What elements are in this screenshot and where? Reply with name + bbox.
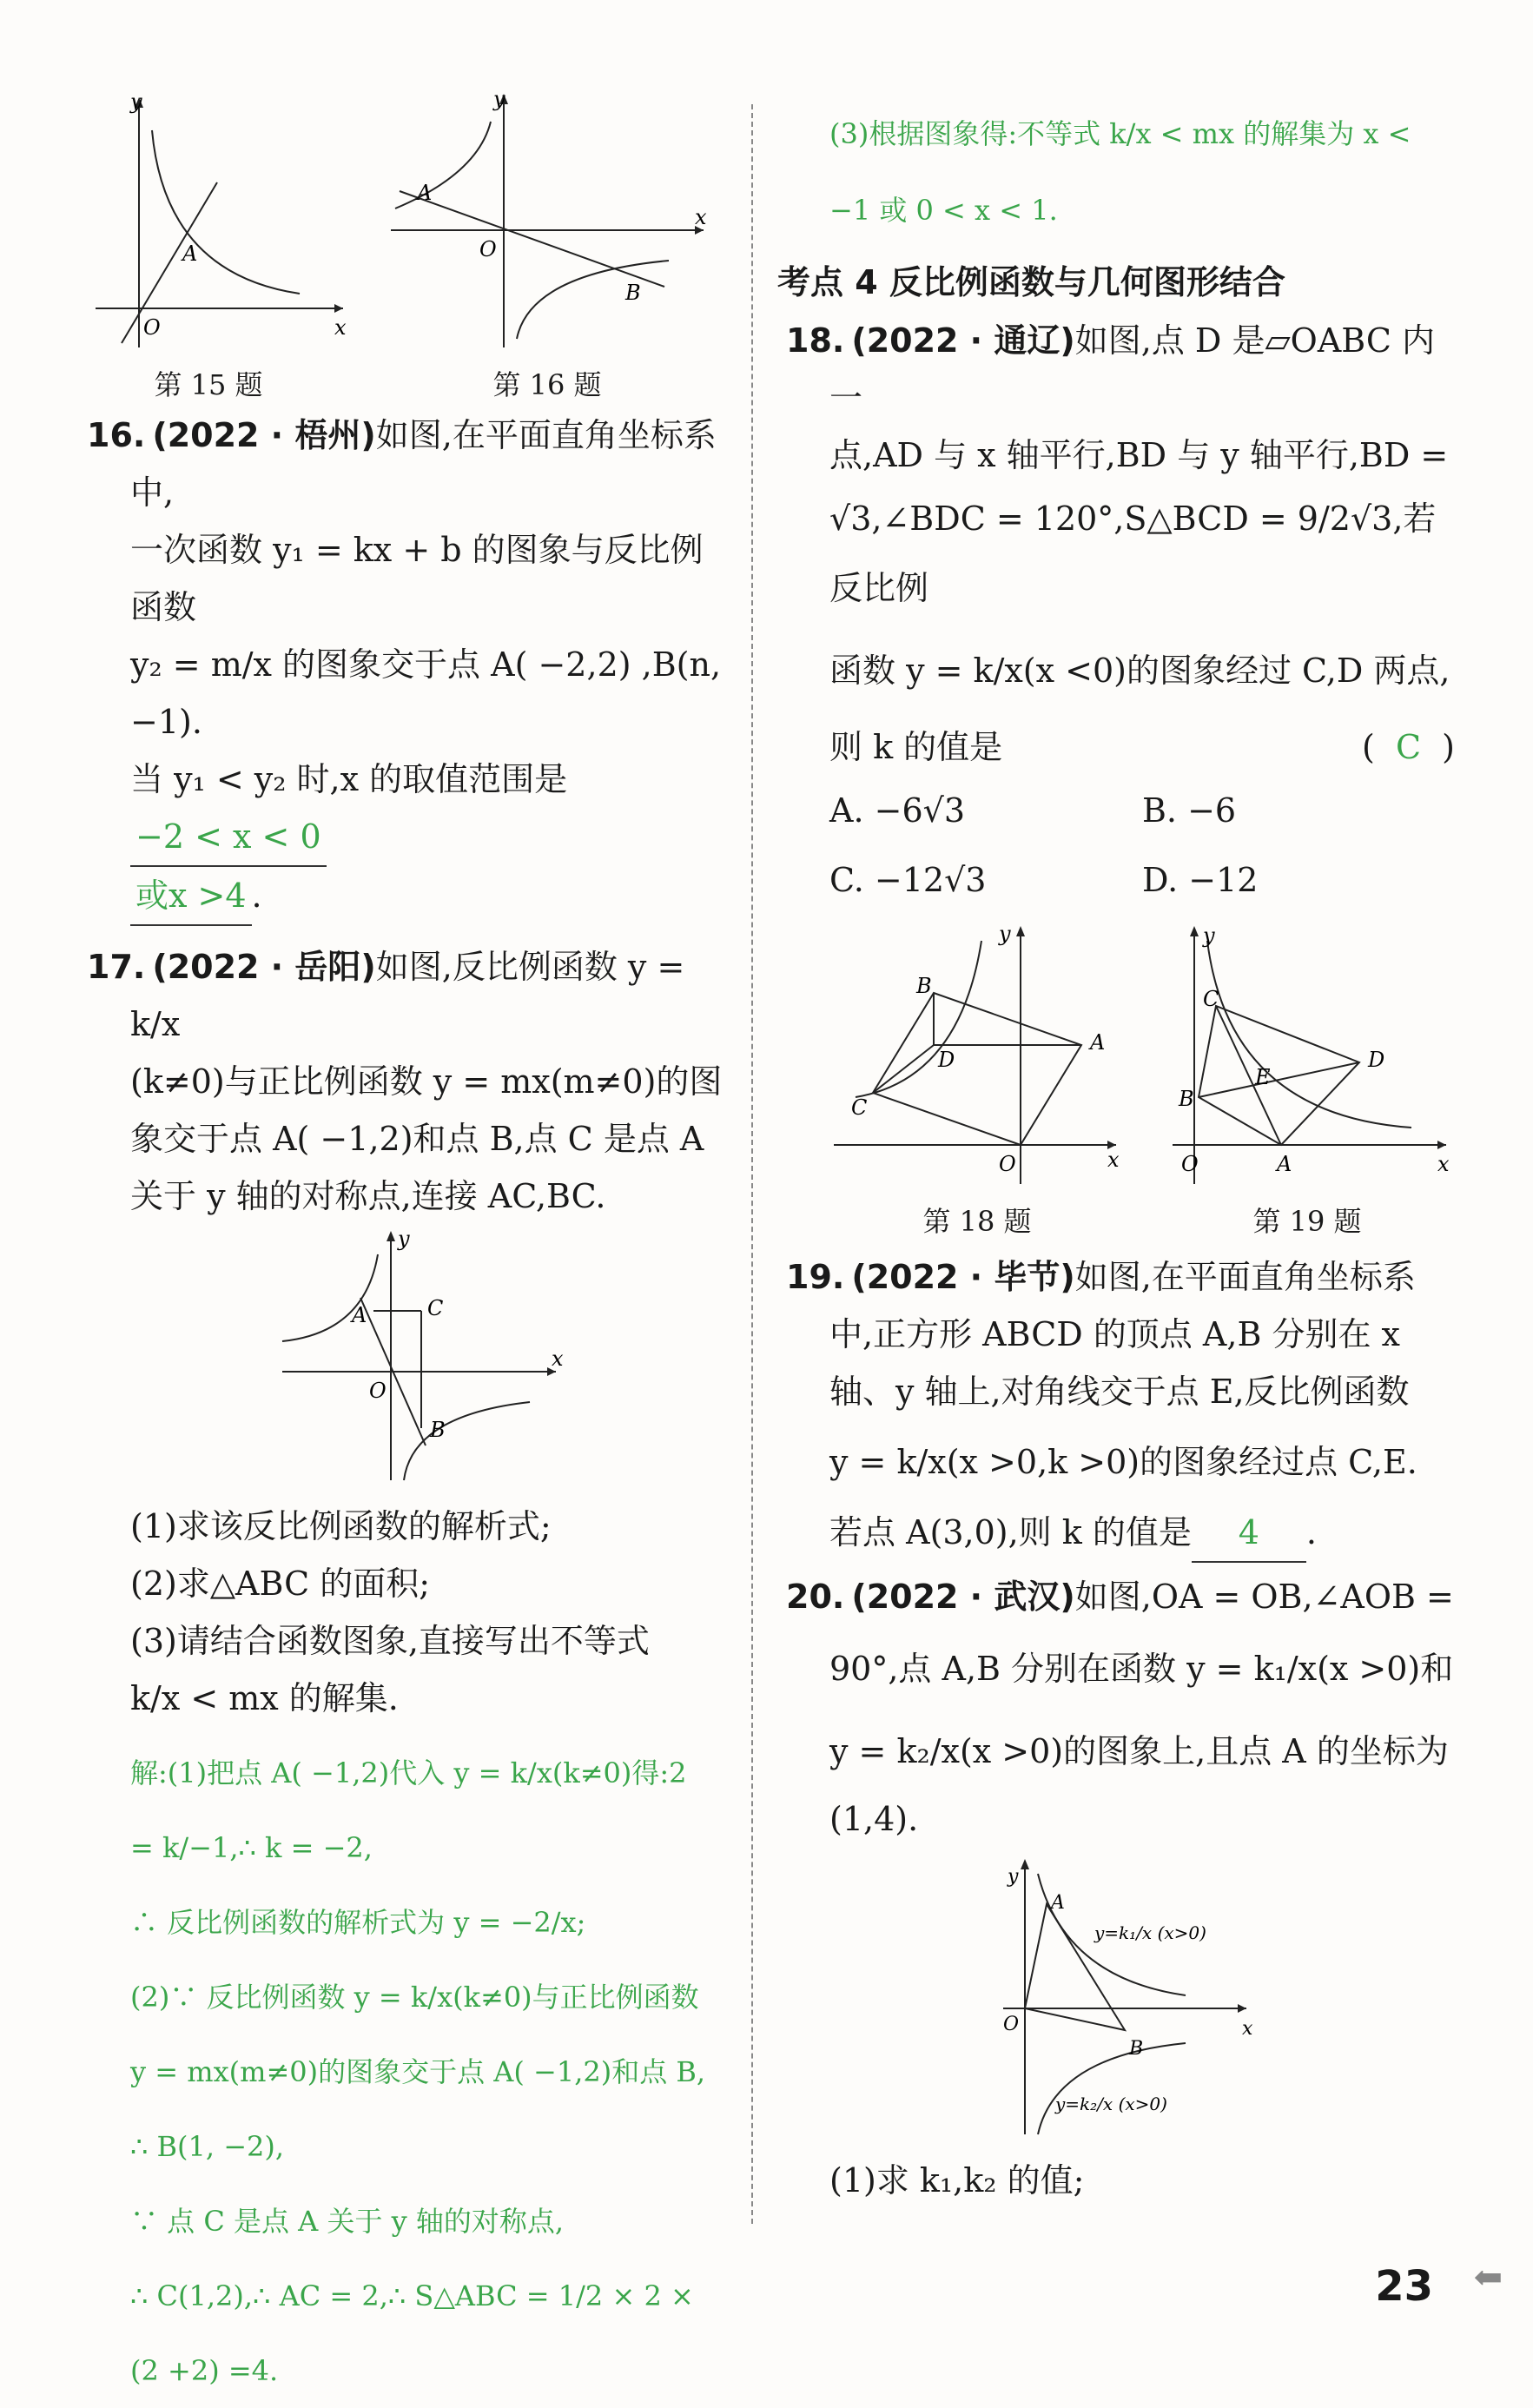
svg-text:C: C (1203, 987, 1219, 1011)
right-column (777, 87, 1455, 2209)
problem-20-line2: 90°,点 A,B 分别在函数 y = k₁/x(x >0)和 (829, 1650, 1454, 1688)
problem-16-line2: 一次函数 y₁ = kx + b 的图象与反比例函数 (130, 531, 704, 626)
problem-17-q2: (2)求△ABC 的面积; (130, 1565, 431, 1603)
back-arrow-icon: ⬅ (1473, 2258, 1503, 2298)
solution-line: (2)∵ 反比例函数 y = k/x(k≠0)与正比例函数 (130, 1981, 699, 2014)
svg-text:O: O (999, 1152, 1016, 1176)
figure-17 (278, 1228, 730, 1492)
section-heading: 考点 4 反比例函数与几何图形结合 (777, 263, 1285, 301)
problem-16-number: 16. (87, 416, 146, 454)
svg-text:B: B (916, 974, 932, 998)
svg-text:y: y (130, 89, 142, 114)
problem-19 (786, 1248, 1455, 1563)
problem-17-source: (2022 · 岳阳) (152, 948, 376, 986)
figure-15 (69, 87, 347, 403)
problem-16-source: (2022 · 梧州) (152, 416, 376, 454)
problem-17-line3: 象交于点 A( −1,2)和点 B,点 C 是点 A (130, 1120, 704, 1158)
svg-text:O: O (369, 1379, 387, 1403)
svg-text:D: D (1368, 1048, 1385, 1072)
figure-19 (1160, 923, 1455, 1240)
problem-17-questions (130, 1498, 730, 1727)
problem-19-line1: 如图,在平面直角坐标系 (1074, 1258, 1416, 1296)
figure-20 (986, 1856, 1455, 2147)
svg-text:x: x (334, 315, 347, 340)
problem-18-line1: 如图,点 D 是▱OABC 内一 (829, 321, 1436, 417)
svg-text:A: A (417, 181, 433, 205)
problem-19-line5: 若点 A(3,0),则 k 的值是 (829, 1513, 1192, 1551)
problem-17-q1: (1)求该反比例函数的解析式; (130, 1507, 552, 1545)
problem-16-end: . (251, 877, 262, 915)
problem-19-answer: 4 (1192, 1504, 1306, 1563)
option-b: B. −6 (1142, 791, 1237, 830)
svg-text:A: A (1277, 1152, 1292, 1176)
svg-text:B: B (625, 281, 641, 305)
svg-text:B: B (1179, 1087, 1194, 1111)
solution-line: ∴ C(1,2),∴ AC = 2,∴ S△ABC = 1/2 × 2 × (130, 2279, 694, 2312)
problem-17-q3b: k/x < mx 的解集. (130, 1679, 399, 1717)
solution-line: (3)根据图象得:不等式 k/x < mx 的解集为 x < (829, 117, 1411, 150)
figure-19-graph (1160, 923, 1455, 1193)
problem-17-number: 17. (87, 948, 146, 986)
page-number: 23 (1375, 2262, 1433, 2311)
problem-18-number: 18. (786, 321, 845, 360)
svg-text:y: y (1203, 923, 1215, 948)
svg-text:O: O (479, 237, 497, 261)
solution-line: ∴ 反比例函数的解析式为 y = −2/x; (130, 1906, 586, 1939)
svg-text:D: D (938, 1048, 955, 1072)
figures-18-19 (829, 923, 1455, 1240)
problem-19-end: . (1305, 1513, 1317, 1551)
problem-17-line1: 如图,反比例函数 y = k/x (130, 948, 685, 1043)
problem-19-line4: y = k/x(x >0,k >0)的图象经过点 C,E. (829, 1443, 1417, 1481)
problem-20-source: (2022 · 武汉) (851, 1578, 1075, 1616)
problem-16-answer-cont: 或x >4 (130, 867, 252, 926)
problem-17-line2: (k≠0)与正比例函数 y = mx(m≠0)的图 (130, 1062, 723, 1101)
svg-text:A: A (352, 1303, 367, 1327)
option-a: A. −6√3 (829, 791, 966, 830)
svg-text:O: O (1181, 1152, 1199, 1176)
option-c: C. −12√3 (829, 861, 987, 899)
svg-text:x: x (1107, 1148, 1120, 1172)
problem-18: 18. (2022 · 通辽)如图,点 D 是▱OABC 内一 点,AD 与 x 轴平行,BD 与 y 轴平行,BD = √3,∠BDC = 120°,S△BCD = 9/2√3,若反比例 函数 y = k/x(x <0)的图象经过 C,D 两点, 则 k 的值是 ( C ) A. −6√3 B. −6 C. −12√3 D. −12 (829, 312, 1455, 915)
figure-18-caption: 第 18 题 (922, 1205, 1032, 1238)
problem-16 (87, 407, 730, 926)
problem-20-q1: (1)求 k₁,k₂ 的值; (829, 2161, 1085, 2200)
solution-line: ∵ 点 C 是点 A 关于 y 轴的对称点, (130, 2205, 565, 2238)
figure-15-caption: 第 15 题 (154, 368, 263, 401)
figure-17-graph (278, 1228, 573, 1489)
svg-text:C: C (427, 1296, 444, 1320)
svg-text:O: O (143, 315, 161, 340)
problem-18-answer: C (1395, 728, 1422, 766)
problem-19-line2: 中,正方形 ABCD 的顶点 A,B 分别在 x (829, 1315, 1400, 1353)
svg-text:A: A (1051, 1892, 1065, 1914)
problem-20-line1: 如图,OA = OB,∠AOB = (1074, 1578, 1454, 1616)
svg-text:B: B (430, 1418, 446, 1442)
problem-18-line5: 则 k 的值是 (829, 728, 1003, 766)
problem-16-line4: 当 y₁ < y₂ 时,x 的取值范围是 (130, 760, 568, 798)
solution-line: = k/−1,∴ k = −2, (130, 1831, 373, 1864)
svg-text:A: A (1090, 1030, 1106, 1055)
svg-text:B: B (1129, 2038, 1144, 2060)
problem-16-line1: 如图,在平面直角坐标系中, (130, 416, 717, 512)
problem-17-solution (130, 1736, 730, 2408)
figure-18-graph (829, 923, 1125, 1193)
figure-16-graph (382, 87, 712, 356)
problem-17-line4: 关于 y 轴的对称点,连接 AC,BC. (130, 1177, 606, 1215)
problem-18-line3: √3,∠BDC = 120°,S△BCD = 9/2√3,若反比例 (829, 499, 1437, 607)
problem-17 (87, 938, 730, 1225)
option-d: D. −12 (1142, 861, 1259, 899)
problem-18-line2: 点,AD 与 x 轴平行,BD 与 y 轴平行,BD = (829, 436, 1449, 474)
problem-18-options (829, 776, 1455, 915)
figure-18 (829, 923, 1125, 1240)
svg-text:y: y (1008, 1866, 1019, 1888)
problem-16-answer: −2 < x < 0 (130, 808, 327, 867)
problem-19-line3: 轴、y 轴上,对角线交于点 E,反比例函数 (829, 1373, 1410, 1411)
svg-text:y: y (999, 923, 1011, 946)
problem-20-line4: (1,4). (829, 1800, 919, 1838)
svg-text:x: x (1437, 1152, 1450, 1176)
problem-20 (786, 1568, 1455, 1848)
svg-text:x: x (695, 205, 707, 229)
svg-text:E: E (1255, 1065, 1271, 1089)
solution-line: y = mx(m≠0)的图象交于点 A( −1,2)和点 B, (130, 2055, 706, 2088)
solution-line: 解:(1)把点 A( −1,2)代入 y = k/x(k≠0)得:2 (130, 1756, 687, 1789)
svg-text:y: y (398, 1228, 410, 1251)
svg-text:x: x (552, 1346, 564, 1371)
left-column (69, 87, 730, 2408)
svg-text:A: A (182, 241, 198, 266)
problem-18-source: (2022 · 通辽) (851, 321, 1075, 360)
problem-17-solution-cont (829, 96, 1455, 248)
problem-20-line3: y = k₂/x(x >0)的图象上,且点 A 的坐标为 (829, 1732, 1449, 1770)
figure-20-label-k2: y=k₂/x (x>0) (1055, 2094, 1167, 2114)
figure-16 (382, 87, 712, 403)
problem-17-q3: (3)请结合函数图象,直接写出不等式 (130, 1622, 650, 1660)
svg-text:O: O (1003, 2014, 1020, 2035)
problem-19-number: 19. (786, 1258, 845, 1296)
problem-20-number: 20. (786, 1578, 845, 1616)
figure-20-label-k1: y=k₁/x (x>0) (1094, 1922, 1206, 1943)
figures-15-16 (69, 87, 712, 403)
svg-text:y: y (493, 87, 505, 111)
solution-line: ∴ B(1, −2), (130, 2130, 285, 2163)
problem-19-source: (2022 · 毕节) (851, 1258, 1075, 1296)
figure-15-graph (69, 87, 347, 356)
column-divider (751, 104, 753, 2224)
problem-18-line4: 函数 y = k/x(x <0)的图象经过 C,D 两点, (829, 652, 1450, 690)
problem-16-line3: y₂ = m/x 的图象交于点 A( −2,2) ,B(n, −1). (130, 645, 722, 741)
figure-19-caption: 第 19 题 (1252, 1205, 1362, 1238)
figure-20-graph (986, 1856, 1264, 2143)
figure-16-caption: 第 16 题 (492, 368, 602, 401)
svg-text:C: C (851, 1095, 868, 1120)
solution-line: −1 或 0 < x < 1. (829, 194, 1058, 227)
solution-line: (2 +2) =4. (130, 2354, 279, 2387)
svg-text:x: x (1242, 2018, 1253, 2040)
